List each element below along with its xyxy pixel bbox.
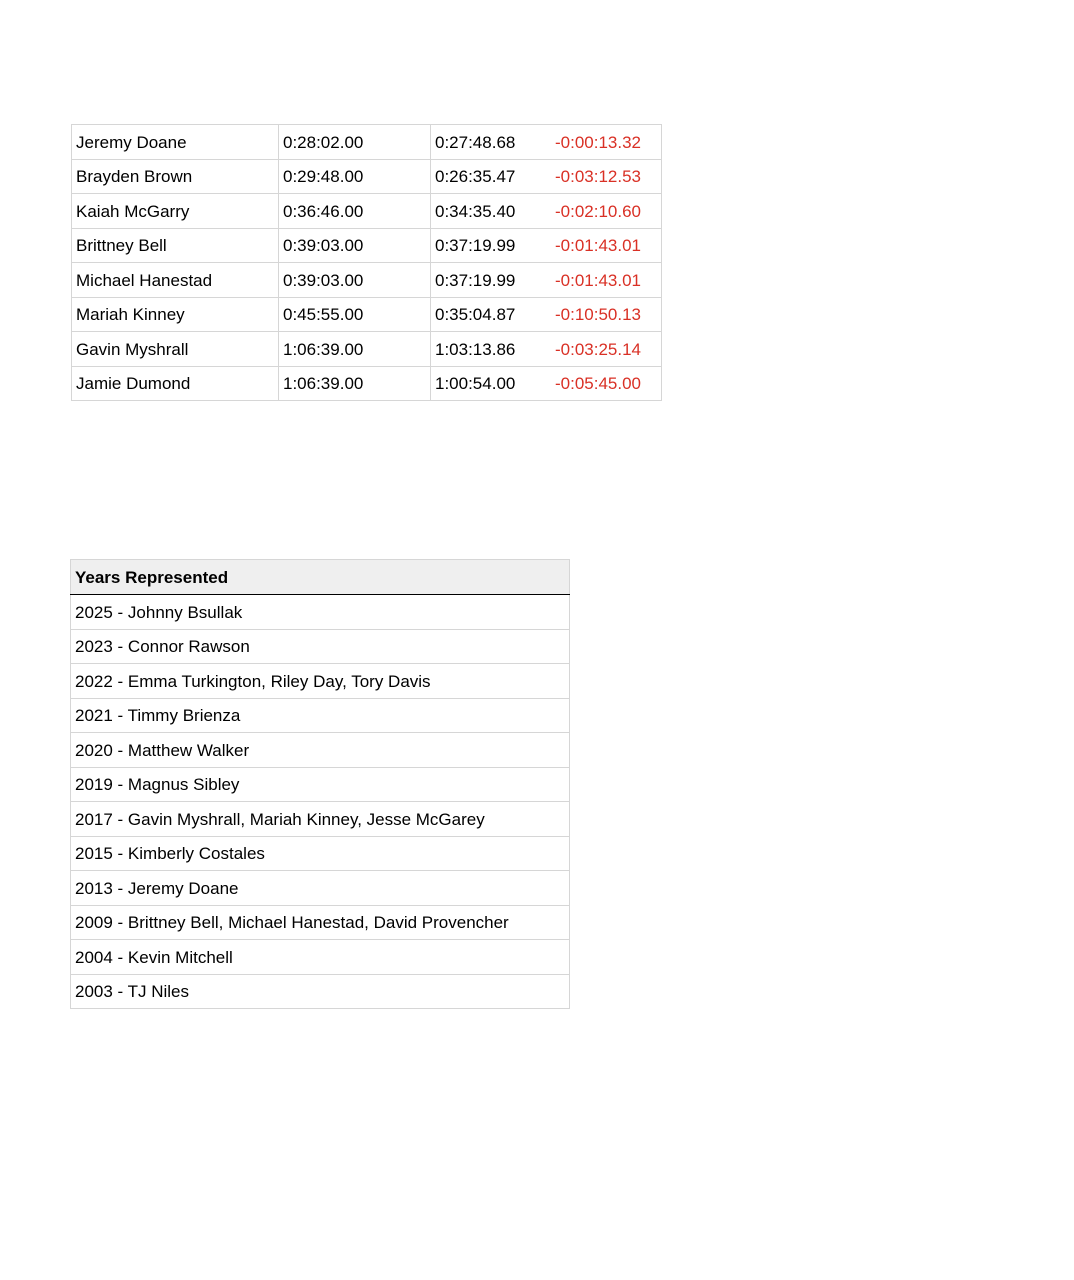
table-row <box>71 802 570 837</box>
year-entry: 2025 - Johnny Bsullak <box>71 595 570 630</box>
table-row <box>72 366 662 401</box>
table-row <box>72 125 662 160</box>
table-row <box>71 698 570 733</box>
time-difference: -0:10:50.13 <box>547 297 662 332</box>
table-row <box>71 871 570 906</box>
year-entry: 2020 - Matthew Walker <box>71 733 570 768</box>
athlete-name: Jamie Dumond <box>72 366 279 401</box>
seed-time: 0:39:03.00 <box>279 263 431 298</box>
athlete-name: Kaiah McGarry <box>72 194 279 229</box>
final-time: 0:37:19.99 <box>431 228 548 263</box>
years-represented-table <box>70 559 570 1009</box>
time-difference: -0:05:45.00 <box>547 366 662 401</box>
table-row <box>71 974 570 1009</box>
seed-time: 1:06:39.00 <box>279 366 431 401</box>
athlete-name: Brittney Bell <box>72 228 279 263</box>
time-difference: -0:03:12.53 <box>547 159 662 194</box>
table-row <box>71 664 570 699</box>
time-difference: -0:01:43.01 <box>547 228 662 263</box>
year-entry: 2015 - Kimberly Costales <box>71 836 570 871</box>
final-time: 1:03:13.86 <box>431 332 548 367</box>
year-entry: 2003 - TJ Niles <box>71 974 570 1009</box>
athlete-name: Brayden Brown <box>72 159 279 194</box>
seed-time: 1:06:39.00 <box>279 332 431 367</box>
final-time: 0:27:48.68 <box>431 125 548 160</box>
table-row <box>71 629 570 664</box>
table-row <box>71 905 570 940</box>
year-entry: 2021 - Timmy Brienza <box>71 698 570 733</box>
seed-time: 0:39:03.00 <box>279 228 431 263</box>
time-difference: -0:03:25.14 <box>547 332 662 367</box>
final-time: 0:35:04.87 <box>431 297 548 332</box>
times-table <box>71 124 662 401</box>
final-time: 0:37:19.99 <box>431 263 548 298</box>
final-time: 0:34:35.40 <box>431 194 548 229</box>
table-row <box>71 836 570 871</box>
year-entry: 2009 - Brittney Bell, Michael Hanestad, David Provencher <box>71 905 570 940</box>
year-entry: 2023 - Connor Rawson <box>71 629 570 664</box>
table-row <box>71 595 570 630</box>
table-row <box>72 332 662 367</box>
time-difference: -0:00:13.32 <box>547 125 662 160</box>
year-entry: 2013 - Jeremy Doane <box>71 871 570 906</box>
table-row <box>72 159 662 194</box>
table-row <box>71 733 570 768</box>
table-row <box>72 194 662 229</box>
table-row <box>71 940 570 975</box>
seed-time: 0:29:48.00 <box>279 159 431 194</box>
athlete-name: Michael Hanestad <box>72 263 279 298</box>
final-time: 0:26:35.47 <box>431 159 548 194</box>
time-difference: -0:01:43.01 <box>547 263 662 298</box>
athlete-name: Mariah Kinney <box>72 297 279 332</box>
year-entry: 2004 - Kevin Mitchell <box>71 940 570 975</box>
seed-time: 0:45:55.00 <box>279 297 431 332</box>
table-row <box>72 228 662 263</box>
table-row <box>72 297 662 332</box>
seed-time: 0:36:46.00 <box>279 194 431 229</box>
table-row <box>71 767 570 802</box>
table-row <box>72 263 662 298</box>
athlete-name: Gavin Myshrall <box>72 332 279 367</box>
final-time: 1:00:54.00 <box>431 366 548 401</box>
table-header-row <box>71 560 570 595</box>
athlete-name: Jeremy Doane <box>72 125 279 160</box>
year-entry: 2022 - Emma Turkington, Riley Day, Tory Davis <box>71 664 570 699</box>
year-entry: 2017 - Gavin Myshrall, Mariah Kinney, Jesse McGarey <box>71 802 570 837</box>
years-represented-header: Years Represented <box>71 560 570 595</box>
time-difference: -0:02:10.60 <box>547 194 662 229</box>
seed-time: 0:28:02.00 <box>279 125 431 160</box>
year-entry: 2019 - Magnus Sibley <box>71 767 570 802</box>
